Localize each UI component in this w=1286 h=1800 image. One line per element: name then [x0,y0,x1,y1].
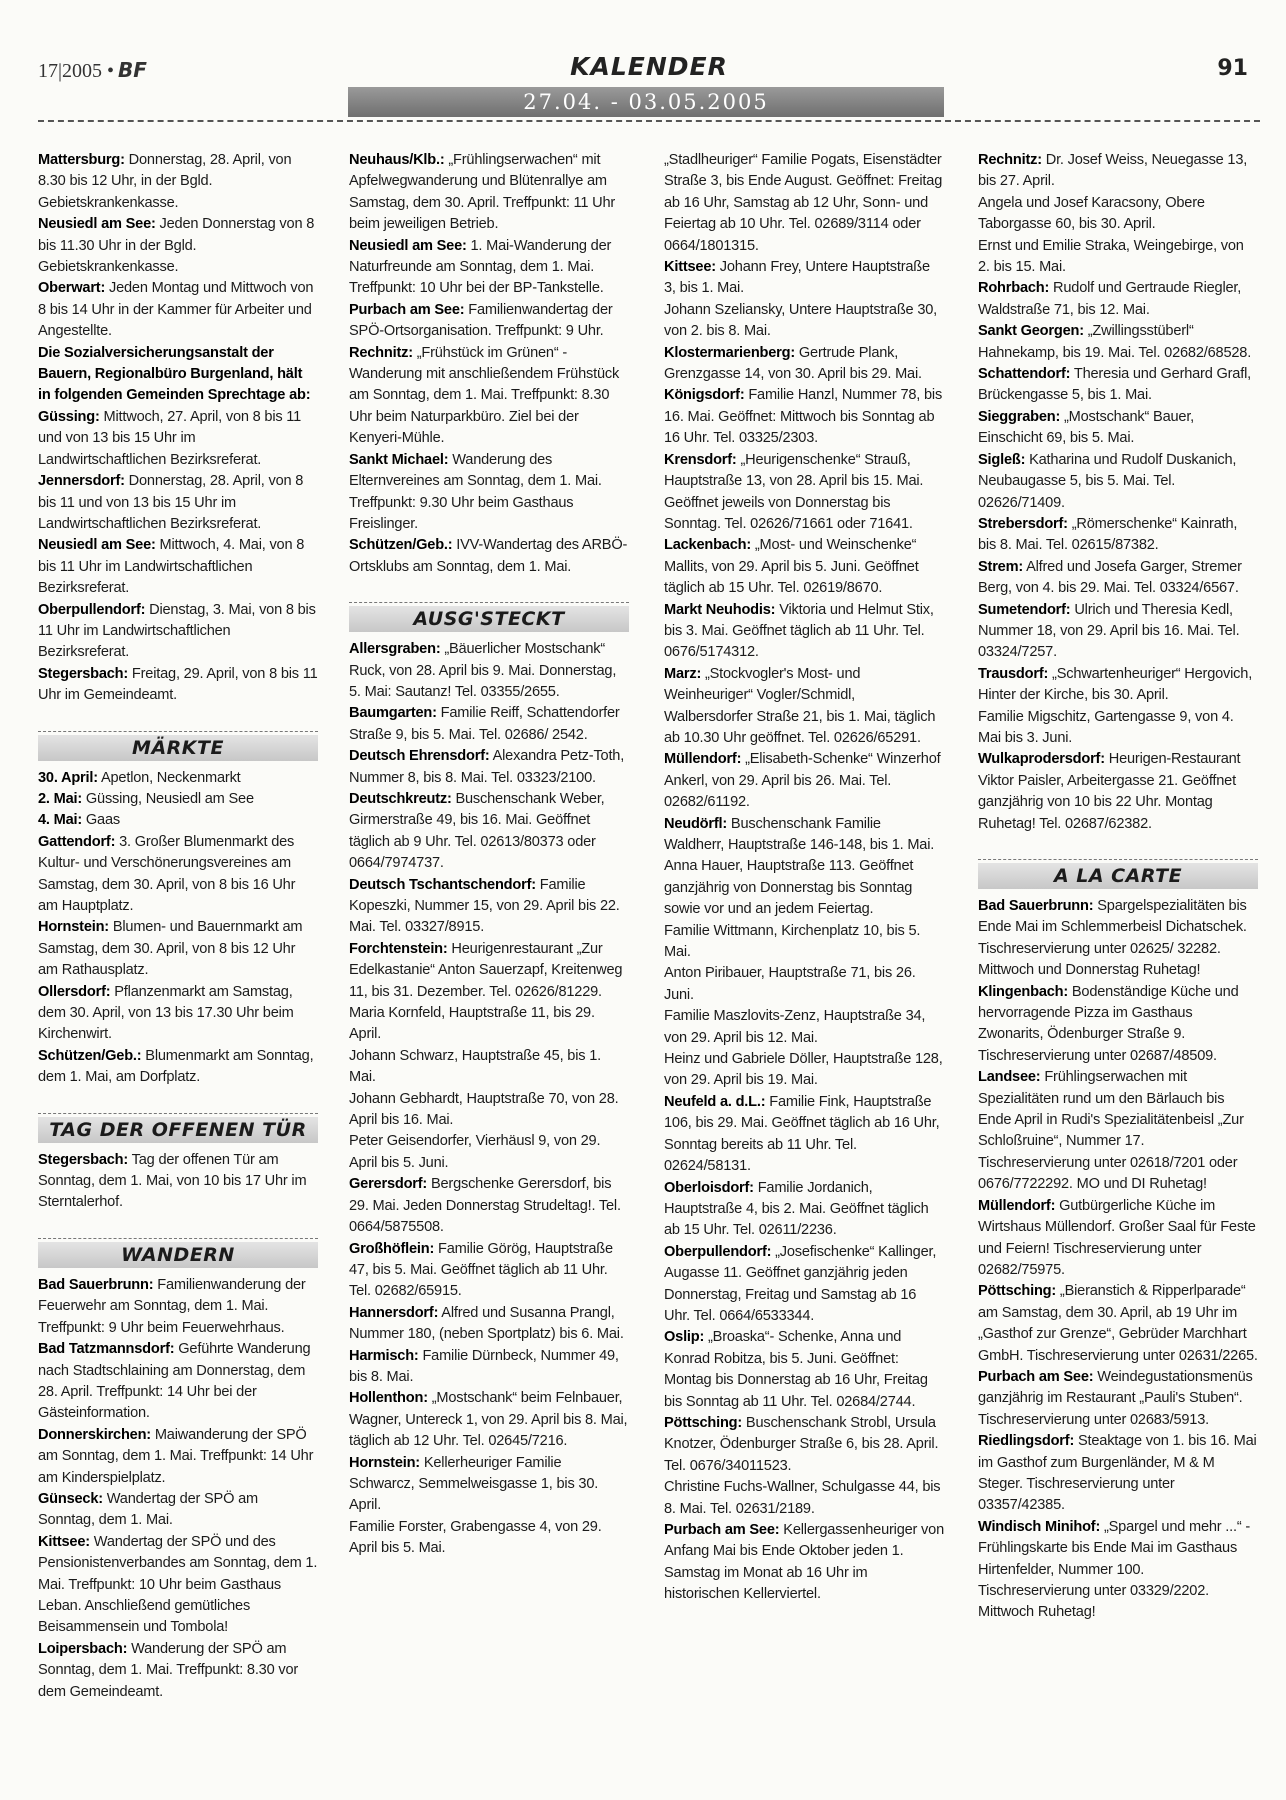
calendar-entry [978,236,1258,279]
calendar-entry [349,450,629,536]
entry-place: Neufeld a. d.L.: [664,1093,766,1110]
calendar-entry [664,814,944,857]
entry-text: Johann Frey, Untere Hauptstraße 3, bis 1. Mai. [664,259,930,297]
entry-place: Oberloisdorf: [664,1179,754,1196]
entry-place: Hollenthon: [349,1390,428,1407]
entry-place: Rechnitz: [349,344,413,361]
calendar-entry [664,664,944,750]
entry-text: „Heurigenschenke“ Strauß, Hauptstraße 13, von 28. April bis 15. Mai. Geöffnet jeweils von Donnerstag bis Sonntag. Tel. 02626/71661 oder 71641. [664,451,924,532]
entries-wandern-continued [349,150,629,578]
entries-ausgsteckt-continued [664,150,944,1606]
calendar-entry [978,664,1258,707]
calendar-entry [664,257,944,300]
calendar-entry [664,856,944,920]
calendar-entry [664,1520,944,1606]
entry-text: Wanderung der SPÖ am Sonntag, dem 1. Mai. Treffpunkt: 8.30 vor dem Gemeindeamt. [38,1640,299,1700]
entry-text: „Spargel und mehr ...“ - Frühlingskarte bis Ende Mai im Gasthaus Hirtenfelder, Nummer 100. Tischreservierung unter 03329/2202. Mittwoch Ruhetag! [978,1518,1251,1621]
entry-text: Heurigenrestaurant „Zur Edelkastanie“ Anton Sauerzapf, Kreitenweg 11, bis 31. Dezember. Tel. 02626/81229. [349,940,623,1000]
calendar-entry [664,749,944,813]
calendar-entry [664,1006,944,1049]
entry-text: Bergschenke Gerersdorf, bis 29. Mai. Jeden Donnerstag Strudeltag!. Tel. 0664/5875508. [349,1176,621,1236]
entry-text: Familie Fink, Hauptstraße 106, bis 29. Mai. Geöffnet täglich ab 16 Uhr, Sonntag bereits ab 11 Uhr. Tel. 02624/58131. [664,1093,940,1175]
issue-label: 17|2005 • BF [38,58,147,82]
calendar-entry [38,917,318,981]
calendar-entry [664,1242,944,1328]
entry-text: Johann Gebhardt, Hauptstraße 70, von 28. April bis 16. Mai. [349,1090,619,1129]
entry-text: Wanderung des Elternvereines am Sonntag, dem 1. Mai. Treffpunkt: 9.30 Uhr beim Gasthaus Freislinger. [349,451,602,532]
calendar-entry [978,1517,1258,1624]
magazine-name: BF [118,58,147,82]
entries-ausgsteckt [349,639,629,1559]
entry-place: Oberwart: [38,280,106,297]
entry-text: Wandertag der SPÖ am Sonntag, dem 1. Mai. [38,1490,258,1529]
entry-text: Rudolf und Gertraude Riegler, Waldstraße 71, bis 12. Mai. [978,280,1242,318]
entry-text: Heurigen-Restaurant Viktor Paisler, Arbeitergasse 21. Geöffnet ganzjährig von 10 bis 22 Uhr. Montag Ruhetag! Tel. 02687/62382. [978,751,1241,832]
calendar-entry [349,1239,629,1303]
entry-place: Müllendorf: [978,1197,1056,1214]
entry-place: Bad Tatzmannsdorf: [38,1341,175,1358]
calendar-entry [38,1046,318,1089]
entry-text: Tag der offenen Tür am Sonntag, dem 1. Mai, von 10 bis 17 Uhr im Sterntalerhof. [38,1151,307,1211]
calendar-entry [978,1281,1258,1367]
calendar-entry [349,875,629,939]
calendar-entry [349,639,629,703]
entry-text: Mittwoch, 27. April, von 8 bis 11 und von 13 bis 15 Uhr im Landwirtschaftlichen Bezirksreferat. [38,408,302,468]
calendar-entry [978,193,1258,236]
calendar-entry [38,1150,318,1214]
entry-text: Familie Reiff, Schattendorfer Straße 9, bis 5. Mai. Tel. 02686/ 2542. [349,705,620,743]
calendar-entry [38,982,318,1046]
entry-place: Sumetendorf: [978,601,1071,618]
entry-text: 1. Mai-Wanderung der Naturfreunde am Sonntag, dem 1. Mai. Treffpunkt: 10 Uhr bei der BP-Tankstelle. [349,237,612,297]
entry-text: „Broaska“- Schenke, Anna und Konrad Robitza, bis 5. Juni. Geöffnet: Montag bis Donnerstag ab 16 Uhr, Freitag bis Sonntag ab 11 Uhr. Tel. 02684/2744. [664,1329,928,1410]
calendar-entry [664,1477,944,1520]
calendar-entry [664,535,944,599]
entry-text: „Bieranstich & Ripperlparade“ am Samstag, dem 30. April, ab 19 Uhr im „Gasthof zur Grenze“, Gebrüder Marchhart GmbH. Tischreservierung unter 02631/2265. [978,1283,1258,1364]
entry-text: Donnerstag, 28. April, von 8 bis 11 und von 13 bis 15 Uhr im Landwirtschaftlichen Bezirksreferat. [38,473,304,532]
calendar-entry [978,1067,1258,1195]
calendar-entry [664,963,944,1006]
entry-place: Ollersdorf: [38,983,111,1000]
calendar-entry [664,300,944,343]
entry-place: Hornstein: [38,919,109,936]
entry-place: Trausdorf: [978,665,1049,682]
entry-place: Deutsch Ehrensdorf: [349,748,490,765]
entry-text: Familienwanderung der Feuerwehr am Sonntag, dem 1. Mai. Treffpunkt: 9 Uhr beim Feuerwehrhaus. [38,1276,306,1336]
calendar-entry [349,1346,629,1389]
calendar-entry [349,789,629,875]
entry-text: 3. Großer Blumenmarkt des Kultur- und Verschönerungsvereines am Samstag, dem 30. April, von 8 bis 16 Uhr am Hauptplatz. [38,833,296,914]
entry-text: Familie Görög, Hauptstraße 47, bis 5. Mai. Geöffnet täglich ab 11 Uhr. Tel. 02682/65915. [349,1240,613,1300]
entry-place: Hornstein: [349,1454,420,1471]
calendar-entry [38,1532,318,1639]
entry-place: Landsee: [978,1069,1041,1086]
entry-text: Familie Migschitz, Gartengasse 9, von 4. Mai bis 3. Juni. [978,708,1234,746]
entry-text: Güssing, Neusiedl am See [85,790,254,807]
section-heading-wandern: WANDERN [38,1238,318,1269]
entry-text: „Stockvogler's Most- und Weinheuriger“ Vogler/Schmidl, Walbersdorfer Straße 21, bis 1. Mai, täglich ab 10.30 Uhr geöffnet. Tel. 02626/65291. [664,665,936,746]
calendar-entry [664,1049,944,1092]
entry-place: Sigleß: [978,451,1026,468]
entry-text: Kellergassenheuriger von Anfang Mai bis Ende Oktober jeden 1. Samstag im Monat ab 16 Uhr im historischen Kellerviertel. [664,1522,944,1603]
entry-place: Pöttsching: [978,1283,1057,1300]
calendar-entry [978,514,1258,557]
entries-sozialversicherung [38,150,318,707]
calendar-entry [664,450,944,536]
entry-text: Viktoria und Helmut Stix, bis 3. Mai. Geöffnet täglich ab 11 Uhr. Tel. 0676/5174312. [664,601,934,661]
entry-text: Theresia und Gerhard Grafl, Brückengasse 5, bis 1. Mai. [978,366,1251,404]
section-heading-a-la-carte: A LA CARTE [978,859,1258,890]
entry-text: „Josefischenke“ Kallinger, Augasse 11. Geöffnet ganzjährig jeden Donnerstag, Freitag und Samstag ab 16 Uhr. Tel. 0664/6533344. [664,1243,937,1324]
section-heading-ausgsteckt: AUSG'STECKT [349,602,629,633]
calendar-entry [38,1275,318,1339]
calendar-entry [38,1339,318,1425]
calendar-entry [664,1178,944,1242]
calendar-entry [38,471,318,535]
entry-text: Kellerheuriger Familie Schwarcz, Semmelweisgasse 1, bis 30. April. [349,1454,599,1514]
calendar-entry [664,1327,944,1413]
entry-place: Purbach am See: [664,1522,780,1538]
entry-text: Peter Geisendorfer, Vierhäusl 9, von 29. April bis 5. Juni. [349,1133,601,1171]
entry-place: Gattendorf: [38,833,116,850]
entry-text: Maria Kornfeld, Hauptstraße 11, bis 29. April. [349,1005,595,1043]
entry-text: Anna Hauer, Hauptstraße 113. Geöffnet ganzjährig von Donnerstag bis Sonntag sowie vor und an jedem Feiertag. [664,858,914,918]
entry-place: Sankt Michael: [349,451,449,468]
entry-place: Stegersbach: [38,665,129,682]
page-header [38,52,1260,92]
entry-text: Ernst und Emilie Straka, Weingebirge, von 2. bis 15. Mai. [978,237,1244,276]
calendar-entry [349,535,629,578]
calendar-entry [664,921,944,964]
entry-place: Großhöflein: [349,1240,435,1257]
entries-maerkte [38,768,318,1089]
calendar-entry [38,664,318,707]
entry-text: „Zwillingsstüberl“ Hahnekamp, bis 19. Mai. Tel. 02682/68528. [978,323,1252,361]
calendar-entry [38,768,318,789]
calendar-entry [349,343,629,450]
calendar-entry [978,1431,1258,1517]
entry-text: Anton Piribauer, Hauptstraße 71, bis 26. Juni. [664,965,916,1003]
calendar-entry [38,1489,318,1532]
entry-place: Purbach am See: [978,1368,1094,1385]
calendar-entry [664,150,944,257]
entry-text: Jeden Donnerstag von 8 bis 11.30 Uhr in der Bgld. Gebietskrankenkasse. [38,216,315,276]
calendar-entry [664,385,944,449]
entry-place: Pöttsching: [664,1414,743,1431]
entry-text: Blumenmarkt am Sonntag, dem 1. Mai, am Dorfplatz. [38,1047,314,1086]
entry-text: Bodenständige Küche und hervorragende Pizza im Gasthaus Zwonarits, Ödenburger Straße 9. Tischreservierung unter 02687/48509. [978,983,1239,1064]
entry-place: Purbach am See: [349,301,465,318]
date-range-band: 27.04. - 03.05.2005 [348,87,944,117]
entry-place: 2. Mai: [38,790,83,807]
entry-place: Die Sozialversicherungsanstalt der Bauern, Regionalbüro Burgenland, hält in folgenden Gemeinden Sprechtage ab: [38,344,311,404]
calendar-entry [38,1425,318,1489]
entry-place: Müllendorf: [664,751,742,768]
calendar-entry [978,450,1258,514]
calendar-entry [38,150,318,214]
entry-text: Familie Maszlovits-Zenz, Hauptstraße 34, von 29. April bis 12. Mai. [664,1008,926,1046]
entry-place: Hannersdorf: [349,1304,439,1321]
entry-text: Gaas [85,812,120,829]
column-2 [349,150,629,1560]
entry-place: Königsdorf: [664,387,745,404]
entry-place: Lackenbach: [664,537,752,554]
calendar-entry [349,1046,629,1089]
entry-place: 4. Mai: [38,812,83,829]
calendar-entry [978,749,1258,835]
page-number: 91 [1217,56,1248,81]
entry-place: Bad Sauerbrunn: [38,1276,154,1293]
entry-place: Neusiedl am See: [38,216,156,233]
header-divider [38,120,1260,122]
entry-text: „Most- und Weinschenke“ Mallits, von 29. April bis 5. Juni. Geöffnet täglich ab 15 Uhr. Tel. 02619/8670. [664,537,919,597]
entry-place: Kittsee: [38,1533,90,1550]
entry-text: Katharina und Rudolf Duskanich, Neubaugasse 5, bis 5. Mai. Tel. 02626/71409. [978,451,1237,511]
calendar-entry [38,789,318,810]
calendar-entry [978,1196,1258,1282]
column-4 [978,150,1258,1624]
entry-place: Rechnitz: [978,152,1042,168]
entry-text: Ulrich und Theresia Kedl, Nummer 18, von 29. April bis 16. Mai. Tel. 03324/7257. [978,601,1240,661]
calendar-entry [664,600,944,664]
entry-place: Baumgarten: [349,705,437,722]
section-heading-maerkte: MÄRKTE [38,731,318,762]
entry-place: Kittsee: [664,259,716,276]
calendar-entry [349,1089,629,1132]
entry-text: Buschenschank Familie Waldherr, Hauptstraße 146-148, bis 1. Mai. [664,815,935,853]
column-1 [38,150,318,1703]
calendar-entry [349,703,629,746]
calendar-entry [664,343,944,386]
calendar-entry [978,707,1258,750]
entry-text: „Frühstück im Grünen“ - Wanderung mit anschließendem Frühstück am Sonntag, dem 1. Mai. Treffpunkt: 8.30 Uhr beim Naturparkbüro. Ziel bei der Kenyeri-Mühle. [349,344,620,447]
entry-text: Steaktage von 1. bis 16. Mai im Gasthof zum Burgenländer, M & M Steger. Tischreservierung unter 03357/42385. [978,1433,1257,1514]
entry-place: Neudörfl: [664,815,728,832]
entry-text: „Stadlheuriger“ Familie Pogats, Eisenstädter Straße 3, bis Ende August. Geöffnet: Freitag ab 16 Uhr, Samstag ab 12 Uhr, Sonn- und Feiertag ab 10 Uhr. Tel. 02689/3114 oder 0664/1801315. [664,152,943,254]
entry-text: Gertrude Plank, Grenzgasse 14, von 30. April bis 29. Mai. [664,344,922,383]
entry-place: Deutsch Tschantschendorf: [349,876,536,893]
entry-text: Familie Jordanich, Hauptstraße 4, bis 2. Mai. Geöffnet täglich ab 15 Uhr. Tel. 02611/2236. [664,1179,929,1239]
entry-place: Schattendorf: [978,366,1071,383]
entry-place: Sankt Georgen: [978,323,1084,340]
entry-text: Geführte Wanderung nach Stadtschlaining am Donnerstag, dem 28. April. Treffpunkt: 14 Uhr bei der Gästeinformation. [38,1341,311,1422]
entry-place: Oberpullendorf: [664,1243,772,1260]
entry-text: „Mostschank“ Bauer, Einschicht 69, bis 5. Mai. [978,408,1195,447]
entry-place: Allersgraben: [349,641,441,658]
entries-ausgsteckt-end [978,150,1258,835]
entry-text: Mittwoch, 4. Mai, von 8 bis 11 Uhr im Landwirtschaftlichen Bezirksreferat. [38,537,305,597]
entries-wandern [38,1275,318,1703]
entry-place: Windisch Minihof: [978,1518,1101,1535]
calendar-entry [978,407,1258,450]
calendar-entry [978,600,1258,664]
entry-text: Familienwandertag der SPÖ-Ortsorganisation. Treffpunkt: 9 Uhr. [349,301,613,340]
entry-place: Harmisch: [349,1347,419,1364]
calendar-entry [349,300,629,343]
entry-place: Oberpullendorf: [38,601,146,618]
entry-text: Blumen- und Bauernmarkt am Samstag, dem 30. April, von 8 bis 12 Uhr am Rathausplatz. [38,919,303,979]
entry-place: Markt Neuhodis: [664,601,776,618]
calendar-entry [38,1639,318,1703]
calendar-entry [978,321,1258,364]
entry-text: „Schwartenheuriger“ Hergovich, Hinter der Kirche, bis 30. April. [978,665,1253,704]
entry-place: Schützen/Geb.: [349,537,453,554]
entry-text: Frühlingserwachen mit Spezialitäten rund um den Bärlauch bis Ende April in Rudi's Spezialitätenbeisl „Zur Schloßruine“, Nummer 17. Tischreservierung unter 02618/7201 oder 0676/7722292. MO und DI Ruhetag! [978,1069,1244,1193]
entry-text: Gutbürgerliche Küche im Wirtshaus Müllendorf. Großer Saal für Feste und Feiern! Tischreservierung unter 02682/75975. [978,1197,1256,1278]
calendar-entry [349,1517,629,1560]
entry-text: Alfred und Josefa Garger, Stremer Berg, von 4. bis 29. Mai. Tel. 03324/6567. [978,558,1242,597]
entry-place: Klostermarienberg: [664,344,796,361]
entry-text: „Bäuerlicher Mostschank“ Ruck, von 28. April bis 9. Mai. Donnerstag, 5. Mai: Sautanz! Tel. 03355/2655. [349,641,617,700]
entry-text: „Römerschenke“ Kainrath, bis 8. Mai. Tel. 02615/87382. [978,515,1238,554]
entry-place: Gerersdorf: [349,1176,428,1193]
entry-text: Familie Wittmann, Kirchenplatz 10, bis 5. Mai. [664,922,921,961]
column-3 [664,150,944,1606]
calendar-entry [349,236,629,300]
entry-text: Donnerstag, 28. April, von 8.30 bis 12 Uhr, in der Bgld. Gebietskrankenkasse. [38,152,292,211]
calendar-entry [349,1174,629,1238]
calendar-entry [349,150,629,236]
calendar-entry [349,939,629,1003]
entry-text: Angela und Josef Karacsony, Obere Taborgasse 60, bis 30. April. [978,194,1205,233]
entry-text: Buschenschank Weber, Girmerstraße 49, bis 16. Mai. Geöffnet täglich ab 9 Uhr. Tel. 02613/80373 oder 0664/7974737. [349,790,605,872]
calendar-entry [978,150,1258,193]
entry-place: Mattersburg: [38,152,125,168]
entry-text: Heinz und Gabriele Döller, Hauptstraße 128, von 29. April bis 19. Mai. [664,1051,943,1089]
section-heading-tag-der-offenen-tuer: TAG DER OFFENEN TÜR [38,1113,318,1144]
calendar-entry [978,364,1258,407]
entry-place: Rohrbach: [978,280,1050,297]
calendar-entry [978,896,1258,982]
entry-place: Sieggraben: [978,408,1061,425]
entry-text: Wandertag der SPÖ und des Pensionistenverbandes am Sonntag, dem 1. Mai. Treffpunkt: 10 Uhr beim Gasthaus Leban. Anschließend gemütliches Beisammensein und Tombola! [38,1533,318,1636]
entry-text: Familie Forster, Grabengasse 4, von 29. April bis 5. Mai. [349,1518,602,1557]
entry-place: Strebersdorf: [978,515,1068,532]
entry-text: Buschenschank Strobl, Ursula Knotzer, Ödenburger Straße 6, bis 28. April. Tel. 0676/34011523. [664,1414,939,1474]
entries-tag-der-offenen-tuer [38,1150,318,1214]
entry-place: Strem: [978,558,1024,575]
entry-text: Dr. Josef Weiss, Neuegasse 13, bis 27. April. [978,152,1248,190]
entry-place: Marz: [664,665,702,682]
calendar-entry [349,1388,629,1452]
entry-text: Familie Hanzl, Nummer 78, bis 16. Mai. Geöffnet: Mittwoch bis Sonntag ab 16 Uhr. Tel. 03325/2303. [664,387,943,447]
calendar-entry [349,1453,629,1517]
calendar-entry [38,600,318,664]
entry-text: Spargelspezialitäten bis Ende Mai im Schlemmerbeisl Dichatschek. Tischreservierung unter 02625/ 32282. Mittwoch und Donnerstag Ruhetag! [978,898,1247,979]
calendar-entry [38,343,318,407]
entry-text: Jeden Montag und Mittwoch von 8 bis 14 Uhr in der Kammer für Arbeiter und Angestellte. [38,280,314,340]
entry-text: „Frühlingserwachen“ mit Apfelwegwanderung und Blütenrallye am Samstag, dem 30. April. Treffpunkt: 11 Uhr beim jeweiligen Betrieb. [349,152,616,233]
calendar-entry [664,1413,944,1477]
calendar-entry [38,214,318,278]
entry-text: Dienstag, 3. Mai, von 8 bis 11 Uhr im Landwirtschaftlichen Bezirksreferat. [38,601,316,661]
entry-place: 30. April: [38,769,98,786]
entry-place: Krensdorf: [664,451,737,468]
entry-text: Maiwanderung der SPÖ am Sonntag, dem 1. Mai. Treffpunkt: 14 Uhr am Kinderspielplatz. [38,1426,314,1486]
calendar-entry [349,1131,629,1174]
entry-place: Wulkaprodersdorf: [978,751,1105,768]
entry-place: Oslip: [664,1329,705,1346]
calendar-entry [349,1003,629,1046]
entry-place: Neusiedl am See: [349,237,467,254]
entry-text: Freitag, 29. April, von 8 bis 11 Uhr im Gemeindeamt. [38,665,318,704]
entry-text: Pflanzenmarkt am Samstag, dem 30. April, von 13 bis 17.30 Uhr beim Kirchenwirt. [38,983,294,1043]
calendar-entry [349,746,629,789]
entry-place: Günseck: [38,1490,103,1507]
calendar-entry [978,278,1258,321]
calendar-entry [38,407,318,471]
entry-place: Riedlingsdorf: [978,1433,1075,1450]
entry-text: Johann Schwarz, Hauptstraße 45, bis 1. Mai. [349,1047,601,1086]
calendar-entry [978,557,1258,600]
entry-place: Klingenbach: [978,983,1069,1000]
entry-text: Christine Fuchs-Wallner, Schulgasse 44, bis 8. Mai. Tel. 02631/2189. [664,1479,941,1517]
entries-a-la-carte [978,896,1258,1624]
calendar-entry [38,278,318,342]
entry-text: „Elisabeth-Schenke“ Winzerhof Ankerl, von 29. April bis 26. Mai. Tel. 02682/61192. [664,751,941,811]
calendar-entry [349,1303,629,1346]
entry-place: Jennersdorf: [38,473,125,490]
entry-text: Alexandra Petz-Toth, Nummer 8, bis 8. Mai. Tel. 03323/2100. [349,748,625,786]
entry-place: Bad Sauerbrunn: [978,898,1094,914]
entry-text: Apetlon, Neckenmarkt [100,769,241,786]
entry-place: Deutschkreutz: [349,790,452,807]
entry-place: Donnerskirchen: [38,1426,151,1443]
entry-text: Johann Szeliansky, Untere Hauptstraße 30, von 2. bis 8. Mai. [664,301,938,340]
entry-place: Güssing: [38,408,100,425]
entry-text: IVV-Wandertag des ARBÖ-Ortsklubs am Sonntag, dem 1. Mai. [349,537,628,575]
entry-text: Familie Dürnbeck, Nummer 49, bis 8. Mai. [349,1347,619,1385]
calendar-entry [978,1367,1258,1431]
entry-place: Neuhaus/Klb.: [349,152,445,168]
calendar-entry [664,1092,944,1178]
entry-place: Neusiedl am See: [38,537,156,554]
entry-text: Alfred und Susanna Prangl, Nummer 180, (neben Sportplatz) bis 6. Mai. [349,1304,624,1343]
entry-place: Forchtenstein: [349,940,448,957]
calendar-entry [38,810,318,831]
entry-text: Weindegustationsmenüs ganzjährig im Restaurant „Pauli's Stuben“. Tischreservierung unter 02683/5913. [978,1368,1253,1428]
entry-place: Schützen/Geb.: [38,1047,142,1064]
entry-text: „Mostschank“ beim Felnbauer, Wagner, Untereck 1, von 29. April bis 8. Mai, täglich ab 12 Uhr. Tel. 02645/7216. [349,1390,628,1450]
page-title: KALENDER [570,52,728,81]
entry-place: Stegersbach: [38,1151,129,1168]
calendar-entry [38,832,318,918]
entry-text: Familie Kopeszki, Nummer 15, von 29. April bis 22. Mai. Tel. 03327/8915. [349,876,620,936]
entry-place: Loipersbach: [38,1640,128,1657]
calendar-entry [38,535,318,599]
calendar-entry [978,982,1258,1068]
